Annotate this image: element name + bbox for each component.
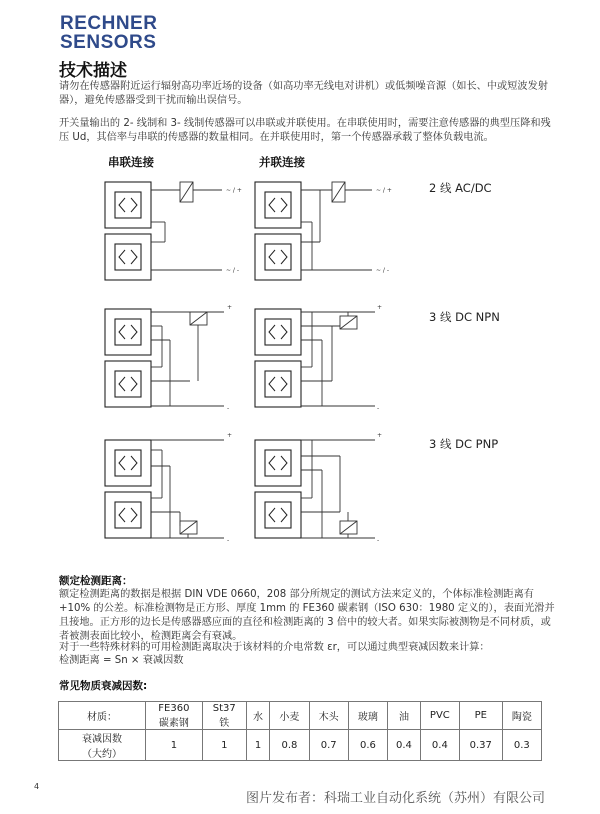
diagram-pnp-series (105, 440, 224, 538)
table-row (59, 702, 542, 730)
factor-cell: 0.7 (309, 730, 348, 761)
factor-cell: 1 (246, 730, 270, 761)
factor-cell: 0.4 (420, 730, 459, 761)
terminal-label: ~ / - (226, 267, 240, 274)
factor-cell: 1 (146, 730, 203, 761)
row2-label: 3 线 DC NPN (429, 310, 500, 324)
sensor-symbol (255, 440, 301, 486)
connection-paragraph: 开关量输出的 2- 线制和 3- 线制传感器可以串联或并联使用。在串联使用时，需要注意传感器的典型压降和残压 Ud，其倍率与串联的传感器的数量相同。在并联使用时，第一个传感器承载了整体负载电流。 (59, 118, 551, 143)
row-header-factor: 衰减因数 （大约） (59, 730, 146, 761)
factor-cell: 0.8 (270, 730, 309, 761)
sensor-symbol (255, 361, 301, 407)
diagram-2wire-parallel (255, 182, 372, 280)
material-cell: PE (459, 702, 502, 730)
terminal-label: ~ / + (376, 187, 392, 194)
factor-cell: 1 (202, 730, 246, 761)
material-cell: PVC (420, 702, 459, 730)
brand-logo-line2: SENSORS (60, 32, 157, 53)
terminal-minus: - (227, 405, 230, 412)
sensor-symbol (105, 361, 151, 407)
terminal-plus: + (227, 304, 233, 311)
sensor-symbol (255, 182, 301, 228)
attenuation-heading: 常见物质衰减因数: (59, 680, 148, 692)
terminal-plus: + (377, 304, 383, 311)
attenuation-table (58, 701, 542, 761)
row1-label: 2 线 AC/DC (429, 181, 492, 195)
diagram-pnp-parallel (255, 440, 375, 538)
factor-cell: 0.6 (348, 730, 387, 761)
parallel-connection-heading: 并联连接 (259, 155, 305, 169)
rated-distance-text: 额定检测距离的数据是根据 DIN VDE 0660，208 部分所规定的测试方法来定义的，个体标准检测距离有 +10% 的公差。标准检测物是正方形、厚度 1mm 的 FE360 碳素钢（ISO 630：1980 定义的），表面光滑并且接地。正方形的边长是传感器感应面的直径和检测距离的 3 倍中的较大者。如果实际被测物是不同材质，或者被测表面比较小，检测距离会有衰减。 (59, 589, 555, 642)
material-cell: 木头 (309, 702, 348, 730)
page-title: 技术描述 (59, 61, 127, 81)
sensor-symbol (255, 309, 301, 355)
sensor-symbol (105, 492, 151, 538)
row3-label: 3 线 DC PNP (429, 437, 499, 451)
page-number: 4 (34, 782, 40, 791)
material-cell: 油 (388, 702, 421, 730)
terminal-label: ~ / + (226, 187, 242, 194)
sensor-symbol (105, 182, 151, 228)
sensor-symbol (105, 234, 151, 280)
diagram-npn-parallel (255, 309, 375, 407)
factor-cell: 0.37 (459, 730, 502, 761)
sensor-symbol (255, 492, 301, 538)
terminal-plus: + (227, 432, 233, 439)
table-row (59, 730, 542, 761)
factor-cell: 0.4 (388, 730, 421, 761)
brand-logo-line1: RECHNER (60, 13, 158, 34)
terminal-minus: - (227, 537, 230, 544)
rated-distance-heading: 额定检测距离： (59, 575, 133, 587)
terminal-minus: - (377, 537, 380, 544)
series-connection-heading: 串联连接 (108, 155, 154, 169)
row-header-material: 材质： (59, 702, 146, 730)
terminal-minus: - (377, 405, 380, 412)
publisher-footer: 图片发布者：科瑞工业自动化系统（苏州）有限公司 (246, 791, 546, 806)
diagram-npn-series (105, 309, 224, 407)
terminal-label: ~ / - (376, 267, 390, 274)
sensor-symbol (255, 234, 301, 280)
intro-paragraph: 请勿在传感器附近运行辐射高功率近场的设备（如高功率无线电对讲机）或低频噪音源（如长、中或短波发射器），避免传感器受到干扰而输出误信号。 (59, 81, 548, 106)
sensor-symbol (105, 309, 151, 355)
diagram-2wire-series (105, 182, 222, 280)
rated-distance-text2: 对于一些特殊材料的可用检测距离取决于该材料的介电常数 εr，可以通过典型衰减因数来计算： (59, 642, 490, 653)
material-cell: 小麦 (270, 702, 309, 730)
material-cell: FE360 碳素钢 (146, 702, 203, 730)
factor-cell: 0.3 (502, 730, 541, 761)
material-cell: 玻璃 (348, 702, 387, 730)
material-cell: 水 (246, 702, 270, 730)
material-cell: St37 铁 (202, 702, 246, 730)
terminal-plus: + (377, 432, 383, 439)
material-cell: 陶瓷 (502, 702, 541, 730)
sensor-symbol (105, 440, 151, 486)
rated-distance-formula: 检测距离 = Sn × 衰减因数 (59, 655, 184, 666)
